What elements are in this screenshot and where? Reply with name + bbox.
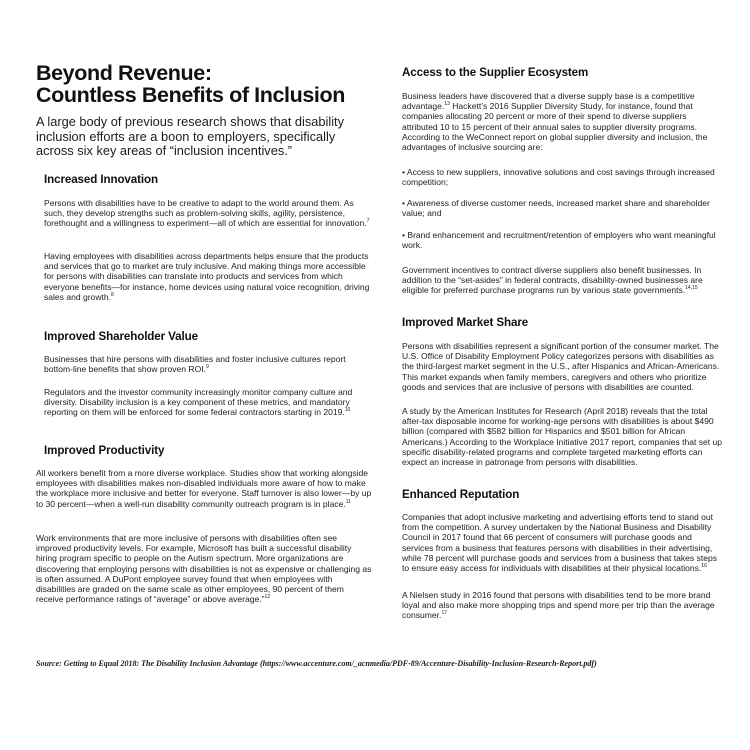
title-line-2: Countless Benefits of Inclusion <box>36 83 345 107</box>
title-line-1: Beyond Revenue: <box>36 61 212 85</box>
source-citation: Source: Getting to Equal 2018: The Disability Inclusion Advantage (https://www.accenture.com/_acnmedia/PDF-89/Accenture-Disability-Inclusion-Research-Report.pdf) <box>36 659 597 668</box>
list-item: • Brand enhancement and recruitment/retention of employers who want meaningful work. <box>402 230 716 251</box>
innovation-paragraph-1: Persons with disabilities have to be creative to adapt to the world around them. As such, they develop strengths such as problem-solving skills, agility, persistence, forethought and a willingness to experiment—all of which are essential for innovation.$^7$ <box>44 198 370 229</box>
productivity-paragraph-2: Work environments that are more inclusive of persons with disabilities often see improved productivity levels. For example, Microsoft has built a successful disability hiring program specific to people on the Autism spectrum. More organizations are discovering that employing persons with disabilities is not as expensive or challenging as is often assumed. A DuPont employee survey found that when employees with disabilities are graded on the same scale as other employees, 90 percent of them receive performance ratings of “average” or above average.”$^{12}$ <box>36 533 372 605</box>
productivity-paragraph-1: All workers benefit from a more diverse workplace. Studies show that working alongside employees with disabilities makes non-disabled individuals more aware of how to make the workplace more inclusive and better for everyone. Staff turnover is also lower—by up to 30 percent—when a well-run disability community outreach program is in place.$^{11}$ <box>36 468 372 509</box>
heading-improved-shareholder-value: Improved Shareholder Value <box>44 330 198 343</box>
intro-paragraph: A large body of previous research shows that disability inclusion efforts are a boon to employers, specifically across six key areas of “inclusion incentives.” <box>36 114 344 158</box>
list-item: • Access to new suppliers, innovative solutions and cost savings through increased competition; <box>402 167 715 188</box>
shareholder-paragraph-2: Regulators and the investor community increasingly monitor company culture and diversity. Disability inclusion is a key component of these metrics, and mandatory reporting on them will be enforced for some federal contractors starting in 2019.10 <box>44 387 353 418</box>
shareholder-paragraph-1: Businesses that hire persons with disabilities and foster inclusive cultures report bottom-line benefits that show proven ROI.$^9$ <box>44 354 346 375</box>
page-title <box>36 62 345 106</box>
market-paragraph-1: Persons with disabilities represent a significant portion of the consumer market. The U.S. Office of Disability Employment Policy categorizes persons with disabilities as the third-largest market segment in the U.S., after Hispanics and African-Americans. This market expands when family members, caregivers and others who prioritize goods and services that are inclusive of persons with disabilities are counted. <box>402 341 720 392</box>
heading-improved-productivity: Improved Productivity <box>44 444 165 457</box>
heading-enhanced-reputation: Enhanced Reputation <box>402 488 520 501</box>
supplier-paragraph-2: Government incentives to contract diverse suppliers also benefit businesses. In addition to the “set-asides” in federal contracts, disability-owned businesses are eligible for preferred purchase programs run by various state governments.$^{14,15}$ <box>402 265 703 296</box>
heading-improved-market-share: Improved Market Share <box>402 316 529 329</box>
innovation-paragraph-2: Having employees with disabilities across departments helps ensure that the products and services that go to market are truly inclusive. And making things more accessible for persons with disabilities can translate into products and services from which everyone benefits—for instance, home devices using natural voice recognition, driving sales and growth.$^8$ <box>44 251 370 302</box>
supplier-paragraph-1: Business leaders have discovered that a diverse supply base is a competitive advantage.$^{13}$ Hackett’s 2016 Supplier Diversity Study, for instance, found that companies allocating 20 percent or more of their spend to diverse suppliers attributed 10 to 15 percent of their annual sales to supplier diversity programs. According to the WeConnect report on global supplier diversity and inclusion, the advantages of inclusive sourcing are: <box>402 91 708 153</box>
reputation-paragraph-1: Companies that adopt inclusive marketing and advertising efforts tend to stand out from the competition. A survey undertaken by the National Business and Disability Council in 2017 found that 66 percent of consumers will purchase goods and services from a business that features persons with disabilities in their advertising, while 78 percent will purchase goods and services from a business that takes steps to ensure easy access for individuals with disabilities at their physical locations.$^{16}$ <box>402 512 717 574</box>
heading-increased-innovation: Increased Innovation <box>44 173 158 186</box>
reputation-paragraph-2: A Nielsen study in 2016 found that persons with disabilities tend to be more brand loyal and also make more shopping trips and spend more per trip than the average consumer.$^{17}$ <box>402 590 715 621</box>
list-item: • Awareness of diverse customer needs, increased market share and shareholder value; and <box>402 198 710 219</box>
market-paragraph-2: A study by the American Institutes for Research (April 2018) reveals that the total after-tax disposable income for working-age persons with disabilities is about $490 billion (compared with $582 billion for Hispanics and $501 billion for African Americans.) According to the Workplace Initiative 2017 report, companies that set up specific disability-related programs and complete targeted marketing efforts can expect an increase in patronage from persons with disabilities. <box>402 406 723 468</box>
heading-access-supplier-ecosystem: Access to the Supplier Ecosystem <box>402 66 589 79</box>
